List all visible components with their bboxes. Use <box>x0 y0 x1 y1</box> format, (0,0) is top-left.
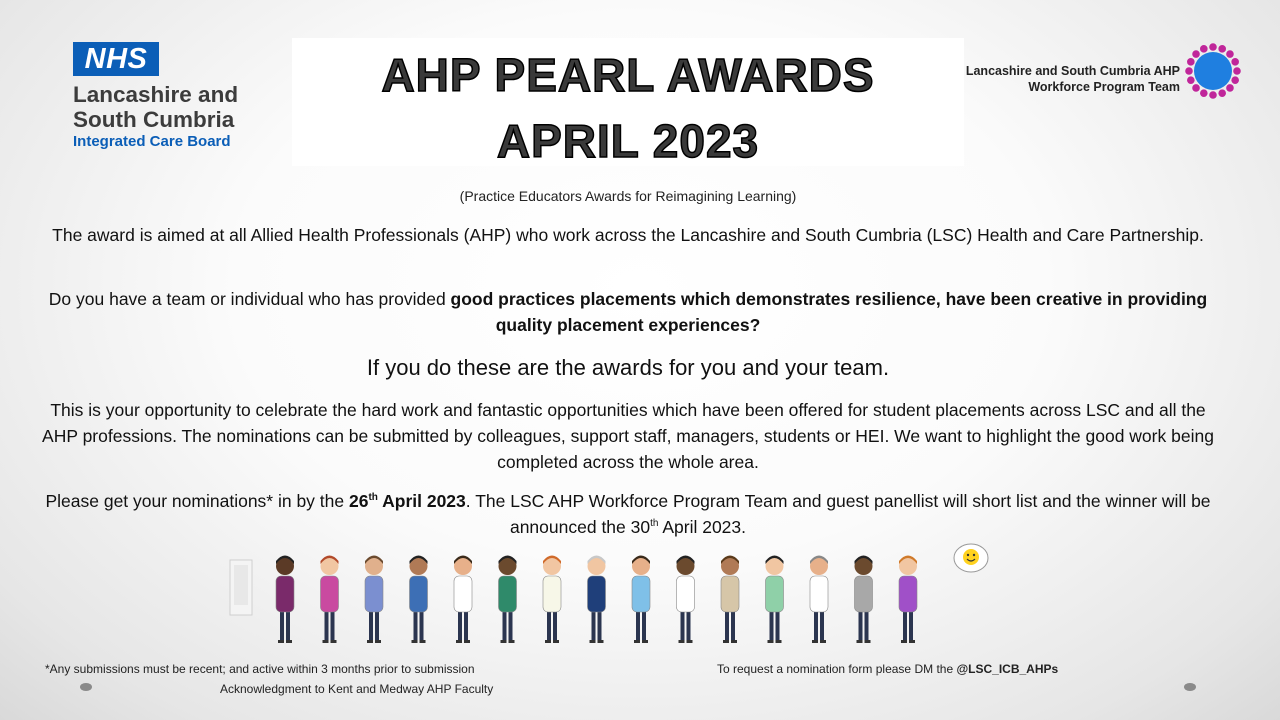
drama-figure-icon <box>855 556 873 644</box>
dietitian-figure-icon <box>543 556 561 644</box>
deadline-text-b: . The LSC AHP Workforce Program Team and guest panellist will short list and the winner will be announced the 30 <box>465 491 1211 537</box>
footer-request <box>717 662 1058 676</box>
footer-request-text: To request a nomination form please DM the <box>717 662 957 676</box>
surgeon-figure-icon <box>499 556 517 644</box>
deadline-text-c: April 2023. <box>658 517 747 537</box>
slide-dot-left <box>80 683 92 691</box>
page-title: AHP PEARL AWARDS <box>381 49 875 101</box>
footer-acknowledgment: Acknowledgment to Kent and Medway AHP Faculty <box>220 682 494 696</box>
deadline-paragraph <box>40 488 1216 540</box>
workforce-logo-line1: Lancashire and South Cumbria AHP <box>965 64 1180 78</box>
deadline-text-a: Please get your nominations* in by the <box>45 491 349 511</box>
optometrist-figure-icon <box>588 556 606 644</box>
page-title-date: APRIL 2023 <box>496 115 760 167</box>
smiley-speech-bubble-icon <box>954 544 988 572</box>
surgeon-mask-figure-icon <box>632 556 650 644</box>
deadline-day: 26 <box>348 491 369 511</box>
artist-figure-icon <box>321 556 339 644</box>
music-figure-icon <box>810 556 828 644</box>
twitter-handle-link[interactable]: @LSC_ICB_AHPs <box>956 662 1059 676</box>
xray-icon <box>230 560 252 615</box>
slide-dot-right <box>1184 683 1196 691</box>
pearl-ring-icon <box>1184 42 1242 100</box>
speech-figure-icon <box>899 556 917 644</box>
nhs-logo-badge: NHS <box>73 42 159 76</box>
question-text: Do you have a team or individual who has provided <box>48 289 451 309</box>
nurse-figure-icon <box>454 556 472 644</box>
nhs-logo-line3: Integrated Care Board <box>73 133 231 150</box>
therapist-figure-icon <box>766 556 784 644</box>
footer-note: *Any submissions must be recent; and active within 3 months prior to submission <box>45 662 475 676</box>
xray-technician-figure-icon <box>365 556 383 644</box>
question-bold-text: good practices placements which demonstrates resilience, have been creative in providing quality placement experiences? <box>450 289 1208 335</box>
question-paragraph <box>40 286 1216 338</box>
deadline-month: April 2023 <box>377 491 466 511</box>
opportunity-paragraph: This is your opportunity to celebrate the hard work and fantastic opportunities which have been offered for student placements across LSC and all the AHP professions. The nominations can be submitted by colleagues, support staff, managers, students or HEI. We want to highlight the good work being completed across the whole area. <box>42 400 1214 472</box>
deadline-date <box>349 491 466 511</box>
workforce-logo-line2: Workforce Program Team <box>1028 80 1180 94</box>
nhs-logo-line2: South Cumbria <box>73 107 235 132</box>
nhs-logo-line1: Lancashire and <box>73 82 239 107</box>
awards-tagline: If you do these are the awards for you and your team. <box>366 355 890 380</box>
subtitle: (Practice Educators Awards for Reimagining Learning) <box>459 188 797 204</box>
announce-day-suffix: th <box>650 518 659 530</box>
crutches-figure-icon <box>410 556 428 644</box>
deadline-day-suffix: th <box>368 492 378 504</box>
ahp-professionals-illustration <box>228 540 998 648</box>
intro-paragraph: The award is aimed at all Allied Health Professionals (AHP) who work across the Lancashire and South Cumbria (LSC) Health and Care Partnership. <box>52 225 1204 245</box>
food-tray-figure-icon <box>721 556 739 644</box>
doctor-figure-icon <box>276 556 294 644</box>
paramedic-figure-icon <box>677 556 695 644</box>
